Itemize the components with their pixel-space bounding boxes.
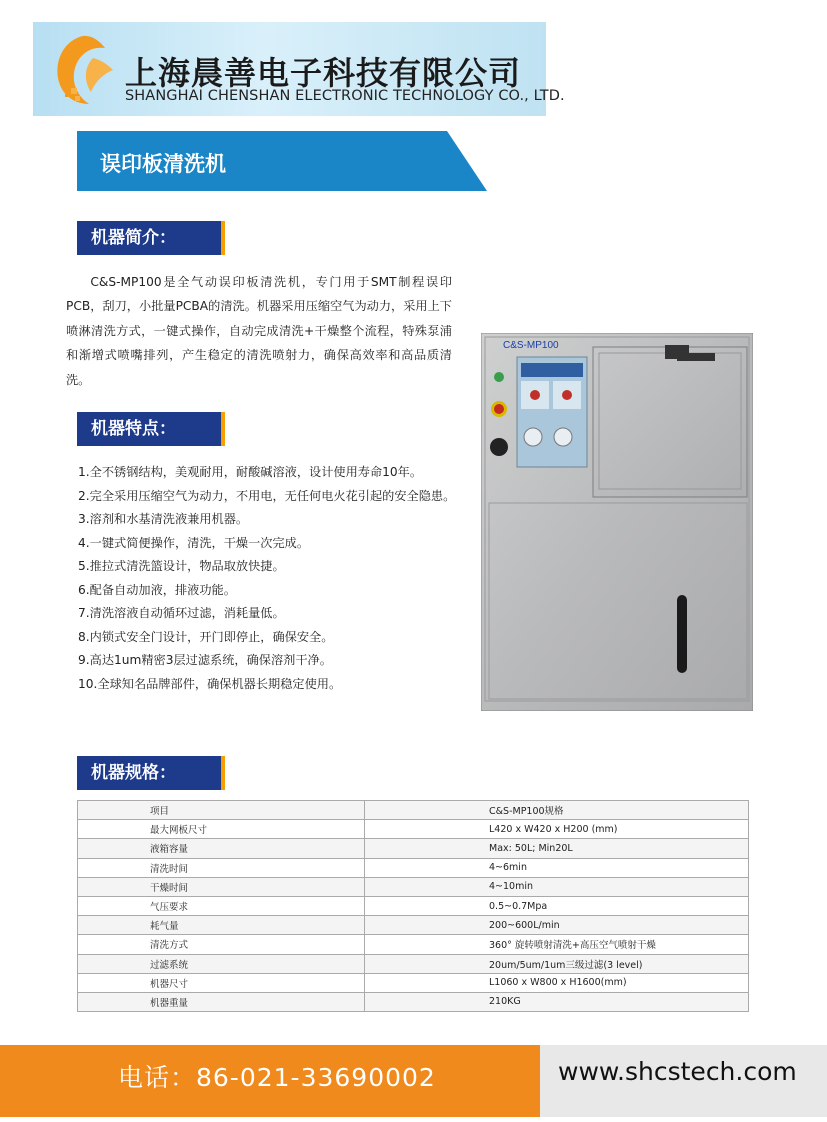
spec-label: 气压要求 [78, 896, 365, 915]
spec-heading: 机器规格： [77, 756, 225, 790]
spec-label: 机器重量 [78, 992, 365, 1011]
table-row [78, 935, 749, 954]
table-row [78, 896, 749, 915]
spec-label: 项目 [78, 801, 365, 820]
list-item: 1.全不锈钢结构，美观耐用，耐酸碱溶液，设计使用寿命10年。 [78, 465, 423, 479]
spec-label: 清洗方式 [78, 935, 365, 954]
footer-website-link[interactable]: www.shcstech.com [558, 1057, 797, 1086]
list-item: 9.高达1um精密3层过滤系统，确保溶剂干净。 [78, 653, 332, 667]
list-item: 8.内锁式安全门设计，开门即停止，确保安全。 [78, 629, 334, 644]
features-heading: 机器特点： [77, 412, 225, 446]
spec-table [77, 800, 749, 1012]
list-item: 6.配备自动加液，排液功能。 [78, 582, 236, 597]
company-name-cn: 上海晨善电子科技有限公司 [125, 54, 522, 92]
spec-value: C&S-MP100规格 [365, 801, 749, 820]
spec-value: L420 x W420 x H200 (mm) [365, 820, 749, 839]
table-row [78, 877, 749, 896]
spec-label: 清洗时间 [78, 858, 365, 877]
list-item: 5.推拉式清洗篮设计，物品取放快捷。 [78, 559, 285, 573]
company-logo-icon [45, 30, 121, 110]
intro-paragraph: C&S-MP100是全气动误印板清洗机，专门用于SMT制程误印PCB，刮刀，小批量PCBA的清洗。机器采用压缩空气为动力，采用上下喷淋清洗方式，一键式操作，自动完成清洗+干燥整个流程，特殊泵浦和渐增式喷嘴排列，产生稳定的清洗喷射力，确保高效率和高品质清洗。 [66, 275, 452, 387]
machine-label: C&S-MP100 [503, 340, 559, 351]
table-row [78, 916, 749, 935]
table-row [78, 954, 749, 973]
spec-value: Max: 50L; Min20L [365, 839, 749, 858]
page-title: 误印板清洗机 [100, 152, 226, 176]
footer-phone: 电话：86-021-33690002 [118, 1063, 436, 1092]
list-item: 7.清洗溶液自动循环过滤，消耗量低。 [78, 606, 285, 620]
company-header-banner [33, 22, 565, 116]
spec-label: 最大网板尺寸 [78, 820, 365, 839]
spec-label: 耗气量 [78, 916, 365, 935]
table-row [78, 973, 749, 992]
spec-value: 4~6min [365, 858, 749, 877]
spec-value: L1060 x W800 x H1600(mm) [365, 973, 749, 992]
spec-label: 过滤系统 [78, 954, 365, 973]
intro-heading: 机器简介： [77, 221, 225, 255]
spec-value: 210KG [365, 992, 749, 1011]
spec-value: 20um/5um/1um三级过滤(3 level) [365, 954, 749, 973]
table-row [78, 820, 749, 839]
list-item: 4.一键式简便操作，清洗，干燥一次完成。 [78, 535, 310, 550]
spec-label: 机器尺寸 [78, 973, 365, 992]
features-list [78, 461, 458, 696]
spec-label: 干燥时间 [78, 877, 365, 896]
list-item: 3.溶剂和水基清洗液兼用机器。 [78, 512, 249, 526]
table-row [78, 992, 749, 1011]
spec-value: 0.5~0.7Mpa [365, 896, 749, 915]
spec-value: 200~600L/min [365, 916, 749, 935]
spec-value: 4~10min [365, 877, 749, 896]
list-item: 2.完全采用压缩空气为动力，不用电，无任何电火花引起的安全隐患。 [78, 488, 456, 503]
table-row [78, 858, 749, 877]
spec-value: 360° 旋转喷射清洗+高压空气喷射干燥 [365, 935, 749, 954]
machine-photo [481, 333, 753, 711]
table-row [78, 801, 749, 820]
spec-label: 液箱容量 [78, 839, 365, 858]
company-name-en: SHANGHAI CHENSHAN ELECTRONIC TECHNOLOGY CO., LTD. [125, 88, 565, 104]
table-row [78, 839, 749, 858]
list-item: 10.全球知名品牌部件，确保机器长期稳定使用。 [78, 676, 342, 691]
